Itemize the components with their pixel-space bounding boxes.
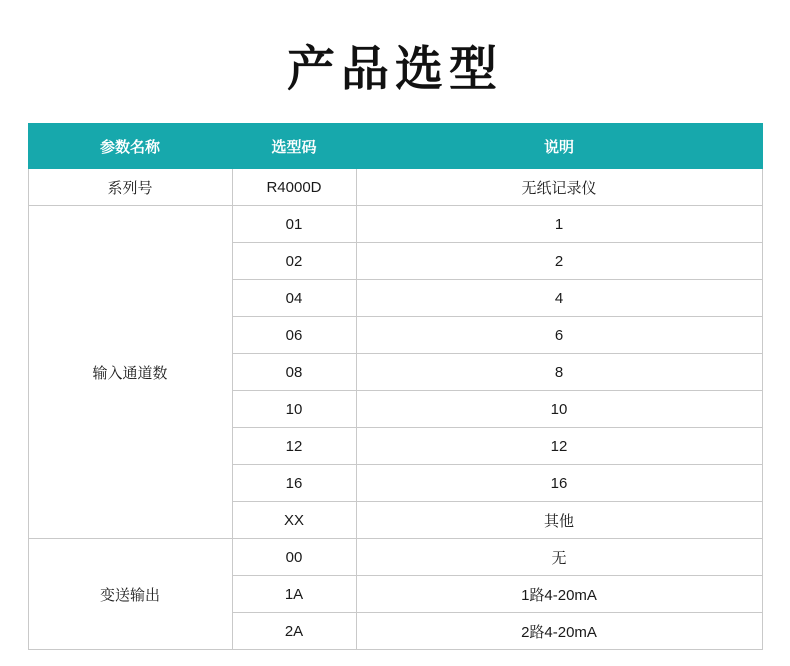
product-selection-table bbox=[28, 123, 763, 650]
description-cell: 10 bbox=[356, 391, 762, 428]
description-cell: 2 bbox=[356, 243, 762, 280]
description-cell: 无 bbox=[356, 539, 762, 576]
table-header-row bbox=[28, 124, 762, 169]
group-name-transmitter-output: 变送输出 bbox=[28, 539, 232, 650]
table-row bbox=[28, 206, 762, 243]
code-cell: 04 bbox=[232, 280, 356, 317]
description-cell: 2路4-20mA bbox=[356, 613, 762, 650]
code-cell: R4000D bbox=[232, 169, 356, 206]
column-header-selection-code: 选型码 bbox=[232, 124, 356, 169]
description-cell: 1 bbox=[356, 206, 762, 243]
description-cell: 其他 bbox=[356, 502, 762, 539]
code-cell: 2A bbox=[232, 613, 356, 650]
table-header bbox=[28, 124, 762, 169]
code-cell: XX bbox=[232, 502, 356, 539]
column-header-parameter-name: 参数名称 bbox=[28, 124, 232, 169]
code-cell: 02 bbox=[232, 243, 356, 280]
table-row bbox=[28, 539, 762, 576]
description-cell: 12 bbox=[356, 428, 762, 465]
code-cell: 12 bbox=[232, 428, 356, 465]
description-cell: 1路4-20mA bbox=[356, 576, 762, 613]
description-cell: 无纸记录仪 bbox=[356, 169, 762, 206]
code-cell: 06 bbox=[232, 317, 356, 354]
table-body bbox=[28, 169, 762, 650]
code-cell: 16 bbox=[232, 465, 356, 502]
code-cell: 00 bbox=[232, 539, 356, 576]
group-name-series-number: 系列号 bbox=[28, 169, 232, 206]
group-name-input-channels: 输入通道数 bbox=[28, 206, 232, 539]
page-title: 产品选型 bbox=[286, 43, 503, 96]
code-cell: 10 bbox=[232, 391, 356, 428]
description-cell: 6 bbox=[356, 317, 762, 354]
code-cell: 08 bbox=[232, 354, 356, 391]
description-cell: 4 bbox=[356, 280, 762, 317]
table-row bbox=[28, 169, 762, 206]
description-cell: 8 bbox=[356, 354, 762, 391]
code-cell: 1A bbox=[232, 576, 356, 613]
description-cell: 16 bbox=[356, 465, 762, 502]
column-header-description: 说明 bbox=[356, 124, 762, 169]
code-cell: 01 bbox=[232, 206, 356, 243]
